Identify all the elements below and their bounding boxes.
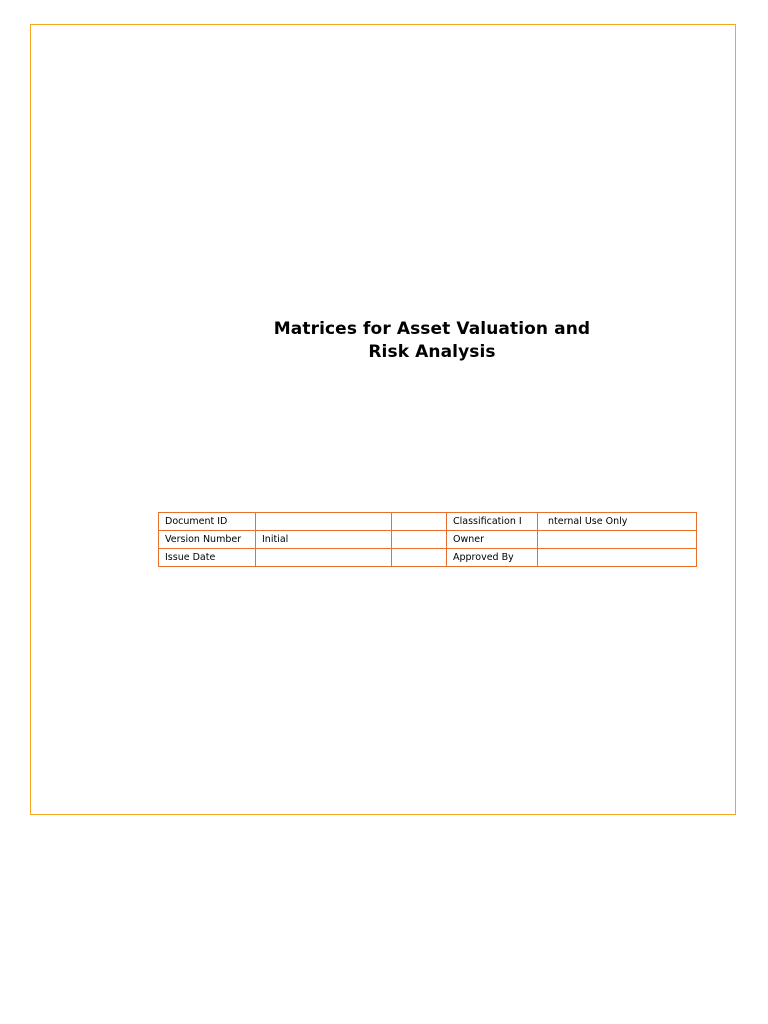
approved-by-label: Approved By [447, 549, 538, 567]
version-number-value: Initial [256, 531, 392, 549]
title-line-2: Risk Analysis [368, 342, 496, 362]
version-number-extra [392, 531, 447, 549]
version-number-label: Version Number [159, 531, 256, 549]
document-title [31, 318, 737, 364]
table-row [159, 513, 697, 531]
table-row [159, 531, 697, 549]
owner-value [538, 531, 697, 549]
classification-label: Classification I [447, 513, 538, 531]
document-id-label: Document ID [159, 513, 256, 531]
approved-by-value [538, 549, 697, 567]
issue-date-extra [392, 549, 447, 567]
document-info-table [158, 512, 697, 567]
classification-value: nternal Use Only [538, 513, 697, 531]
document-id-extra [392, 513, 447, 531]
page-frame [30, 24, 736, 815]
title-line-1: Matrices for Asset Valuation and [273, 319, 591, 339]
issue-date-label: Issue Date [159, 549, 256, 567]
document-id-value [256, 513, 392, 531]
owner-label: Owner [447, 531, 538, 549]
table-row [159, 549, 697, 567]
issue-date-value [256, 549, 392, 567]
